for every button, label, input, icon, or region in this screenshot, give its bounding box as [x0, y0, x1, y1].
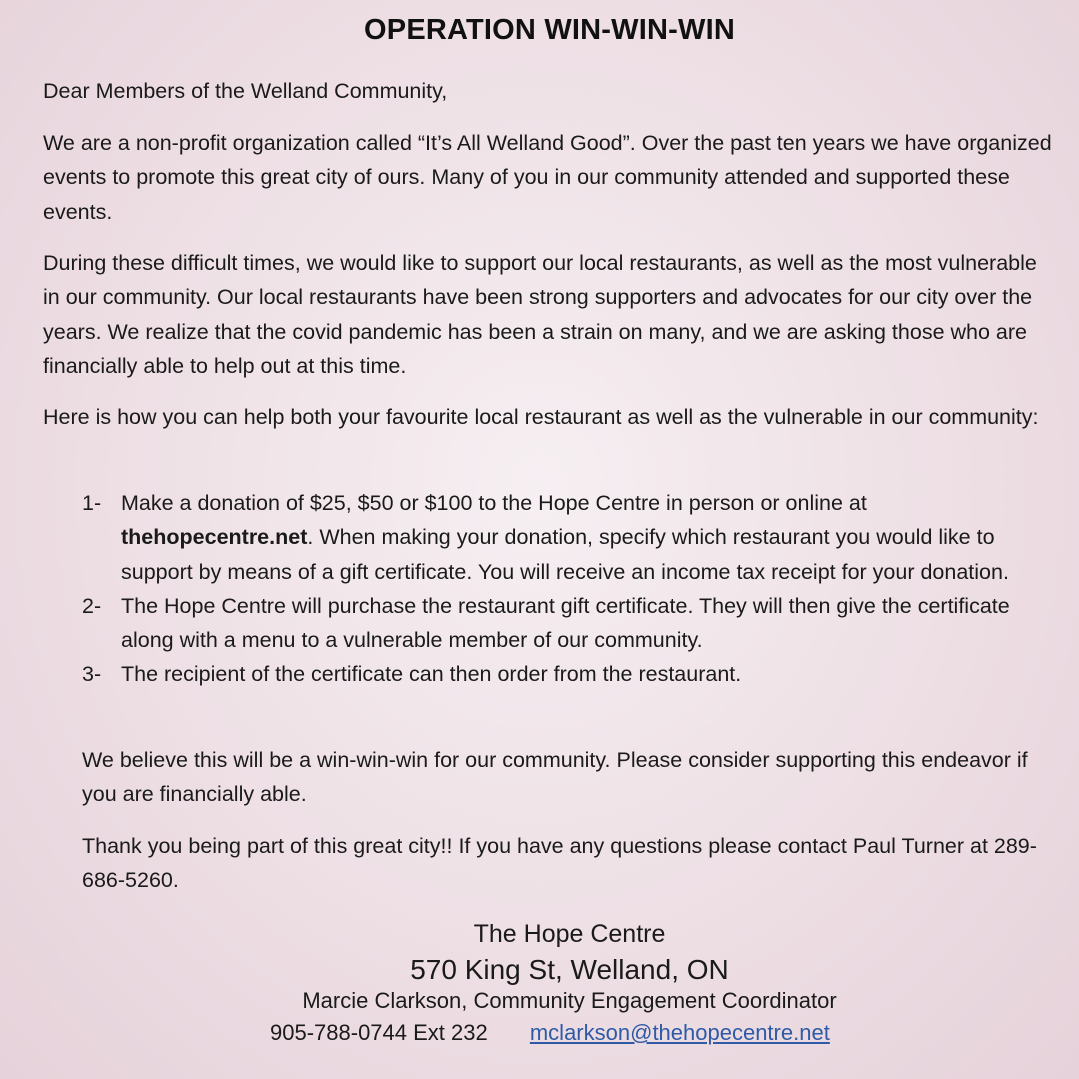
list-item	[82, 589, 1047, 658]
support-paragraph: During these difficult times, we would like to support our local restaurants, as well as the most vulnerable in our community. Our local restaurants have been strong supporters and advocates for our city over the years. We realize that the covid pandemic has been a strain on many, and we are asking those who are financially able to help out at this time.	[43, 251, 1037, 378]
step-text	[121, 486, 1047, 589]
step-number: 1-	[82, 491, 102, 515]
letter-title: OPERATION WIN-WIN-WIN	[364, 14, 735, 46]
step-number: 3-	[82, 662, 102, 687]
intro-paragraph: We are a non-profit organization called “It’s All Welland Good”. Over the past ten years we have organized events to promote this great city of ours. Many of you in our community attended and supported these events.	[43, 131, 1052, 224]
step-number: 2-	[82, 593, 102, 618]
steps-list	[82, 486, 1047, 692]
contact-line	[270, 1020, 830, 1046]
contact-email-link[interactable]: mclarkson@thehopecentre.net	[529, 1020, 830, 1045]
step-text-after: . When making your donation, specify which restaurant you would like to support by means of a gift certificate. You will receive an income tax receipt for your donation.	[121, 525, 1009, 584]
how-to-help-paragraph: Here is how you can help both your favourite local restaurant as well as the vulnerable in our community:	[43, 405, 1039, 429]
thank-you-paragraph: Thank you being part of this great city!! If you have any questions please contact Paul Turner at 289-686-5260.	[82, 834, 1037, 893]
org-address: 570 King St, Welland, ON	[410, 954, 729, 985]
contact-phone: 905-788-0744 Ext 232	[270, 1020, 488, 1045]
list-item	[82, 486, 1047, 589]
contact-name: Marcie Clarkson, Community Engagement Coordinator	[302, 988, 837, 1013]
list-item	[82, 657, 1047, 691]
greeting: Dear Members of the Welland Community,	[43, 79, 448, 103]
org-name: The Hope Centre	[473, 920, 666, 948]
step-text: The Hope Centre will purchase the restaurant gift certificate. They will then give the certificate along with a menu to a vulnerable member of our community.	[121, 593, 1010, 653]
step-text: The recipient of the certificate can then order from the restaurant.	[121, 662, 742, 687]
step-text-before: Make a donation of $25, $50 or $100 to the Hope Centre in person or online at	[121, 491, 867, 515]
website-link[interactable]: thehopecentre.net	[121, 525, 308, 550]
closing-paragraph: We believe this will be a win-win-win for our community. Please consider supporting this endeavor if you are financially able.	[82, 748, 1028, 807]
